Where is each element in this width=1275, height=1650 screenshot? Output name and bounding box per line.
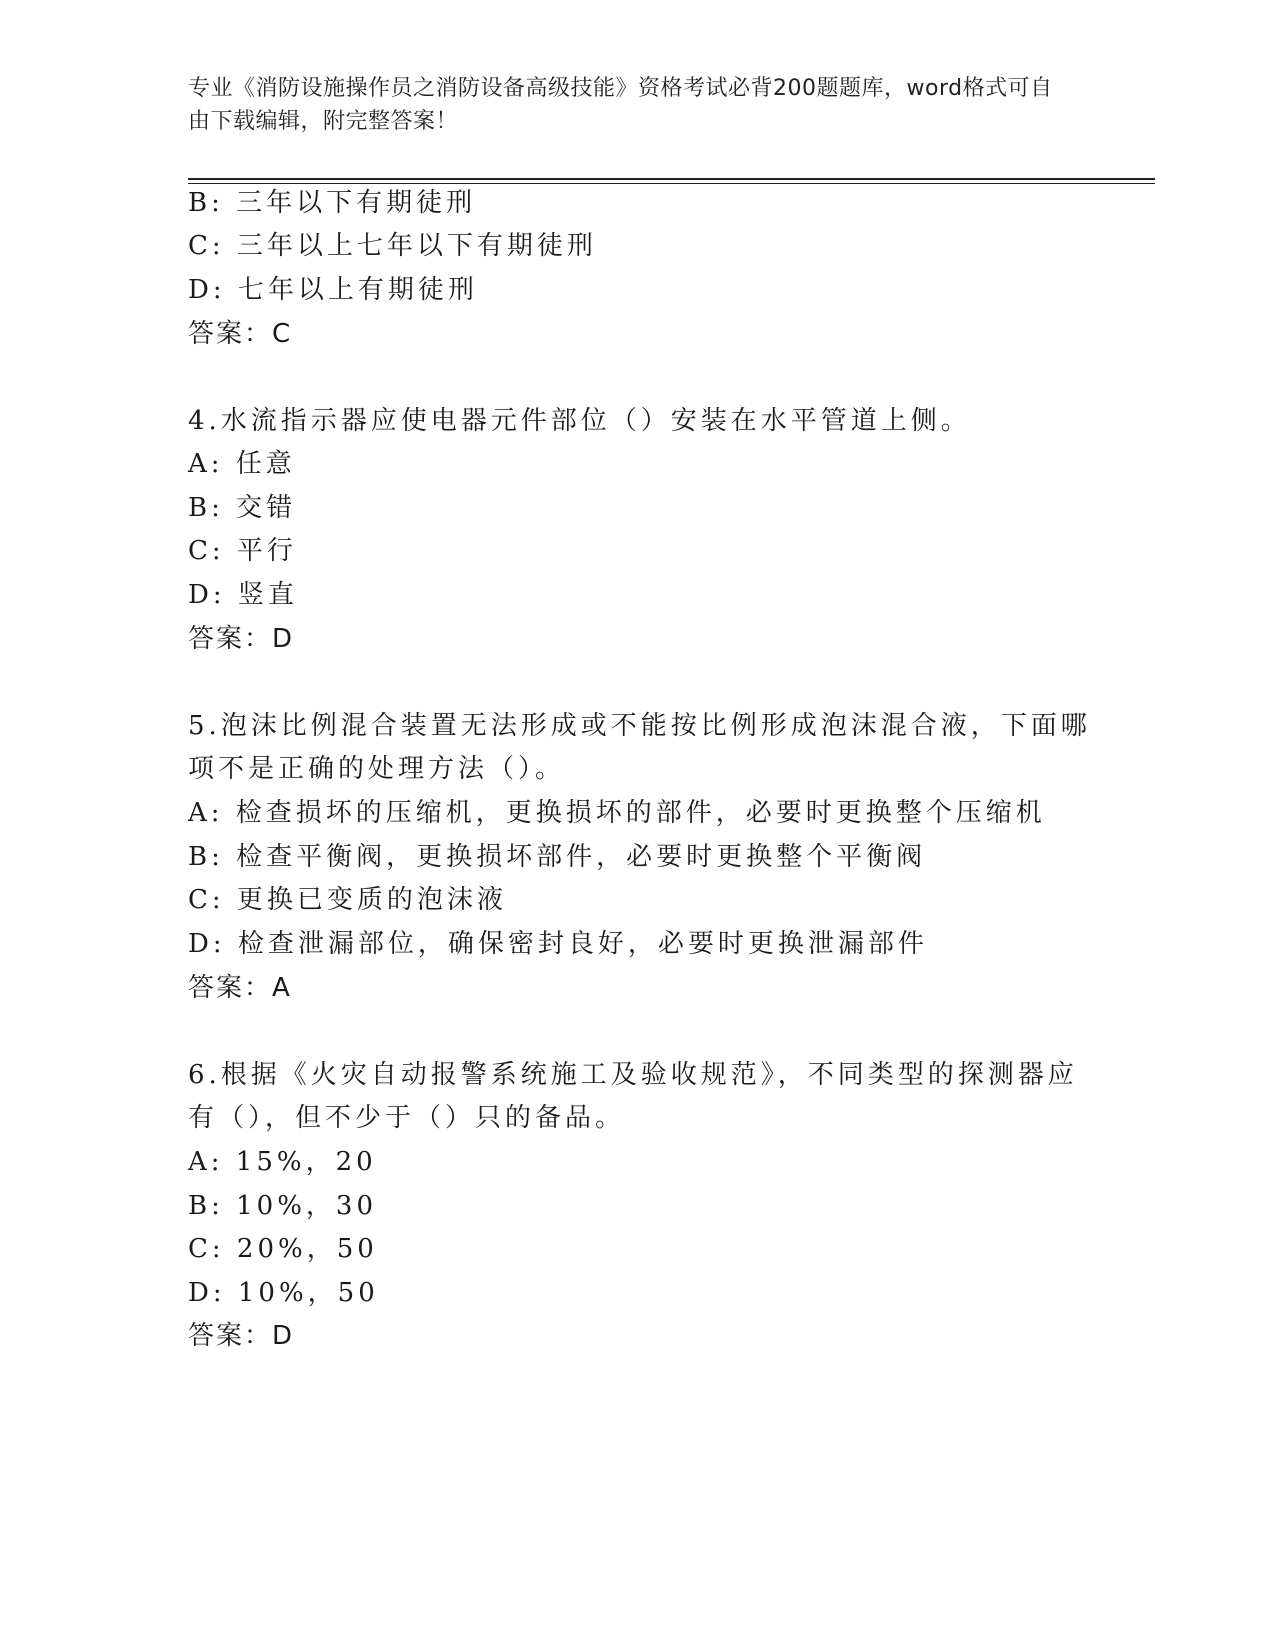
q3-answer: 答案：C: [188, 319, 293, 349]
header-rule-thin: [188, 183, 1155, 184]
q5-option-b: B: 检查平衡阀，更换损坏部件，必要时更换整个平衡阀: [188, 842, 927, 872]
q5-question-line1: 5.泡沫比例混合装置无法形成或不能按比例形成泡沫混合液，下面哪: [188, 711, 1091, 741]
q6-question-line1: 6.根据《火灾自动报警系统施工及验收规范》，不同类型的探测器应: [188, 1060, 1078, 1090]
q3-option-d: D: 七年以上有期徒刑: [188, 275, 478, 305]
q6-option-b: B: 10%，30: [188, 1191, 378, 1221]
q6-option-a: A: 15%，20: [188, 1147, 377, 1177]
q4-option-c: C: 平行: [188, 536, 297, 566]
q4-option-a: A: 任意: [188, 449, 296, 479]
q5-option-a: A: 检查损坏的压缩机，更换损坏的部件，必要时更换整个压缩机: [188, 798, 1046, 828]
q6-option-d: D: 10%，50: [188, 1278, 379, 1308]
q5-option-d: D: 检查泄漏部位，确保密封良好，必要时更换泄漏部件: [188, 929, 928, 959]
q4-answer: 答案：D: [188, 624, 295, 654]
q4-question: 4.水流指示器应使电器元件部位（）安装在水平管道上侧。: [188, 406, 971, 436]
q6-answer: 答案：D: [188, 1321, 295, 1351]
document-header: 专业《消防设施操作员之消防设备高级技能》资格考试必背200题题库，word格式可自由下载编辑，附完整答案！: [188, 76, 1053, 134]
q5-answer: 答案：A: [188, 973, 292, 1003]
q5-option-c: C: 更换已变质的泡沫液: [188, 885, 507, 915]
q6-option-c: C: 20%，50: [188, 1234, 378, 1264]
q3-option-b: B: 三年以下有期徒刑: [188, 188, 477, 218]
q6-question-line2: 有（），但不少于（）只的备品。: [188, 1103, 626, 1133]
q3-option-c: C: 三年以上七年以下有期徒刑: [188, 231, 597, 261]
header-rule-thick: [188, 178, 1155, 180]
q4-option-d: D: 竖直: [188, 580, 298, 610]
q5-question-line2: 项不是正确的处理方法（）。: [188, 754, 566, 784]
q4-option-b: B: 交错: [188, 493, 297, 523]
